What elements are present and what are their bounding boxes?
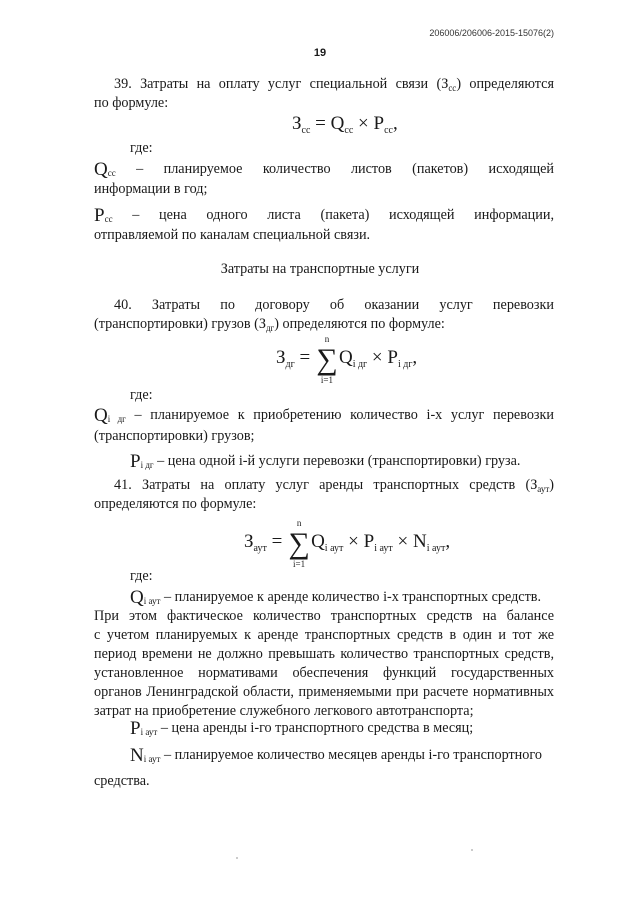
- where-label-3: где:: [130, 568, 153, 584]
- definition-qdg-line2: (транспортировки) грузов;: [94, 428, 255, 444]
- definition-pdg: $P_{i дг}$ – цена одной i-й услуги перевозки (транспортировки) груза.: [130, 451, 521, 472]
- paragraph-40-line2: (транспортировки) грузов $(З_{дг})$ определяются по формуле:: [94, 316, 445, 333]
- scan-speck: [236, 857, 238, 859]
- paragraph-40: 40. Затраты по договору об оказании услуг перевозки: [114, 297, 554, 313]
- definition-qaut-last: затрат на приобретение служебного легкового автотранспорта;: [94, 703, 474, 719]
- definition-naut-line2: средства.: [94, 773, 150, 789]
- definition-naut: $N_{i аут}$ – планируемое количество месяцев аренды i-го транспортного: [130, 745, 542, 766]
- section-heading: Затраты на транспортные услуги: [220, 261, 420, 277]
- definition-qdg: $Q_{i дг}$ – планируемое к приобретению количество i-х услуг перевозки: [94, 405, 555, 426]
- paragraph-41-line2: определяются по формуле:: [94, 496, 257, 512]
- document-id: 206006/206006-2015-15076(2): [429, 28, 554, 38]
- paragraph-41: 41. Затраты на оплату услуг аренды транспортных средств $(З_{аут})$: [114, 477, 555, 494]
- definition-qcc-line2: информации в год;: [94, 181, 208, 197]
- definition-qaut-line3: период времени не должно превышать количество транспортных средств,: [94, 646, 554, 662]
- formula-41: $З_{аут}$ = n ∑ i=1 $Q_{i аут} \times P_{i аут} \times N_{i аут}$,: [244, 518, 451, 569]
- scan-speck: [471, 849, 473, 851]
- definition-qaut-line4: установленное нормативами обеспечения функций государственных: [94, 665, 554, 681]
- page-number: 19: [313, 47, 327, 59]
- formula-40: $З_{дг}$ = n ∑ i=1 $Q_{i дг} \times P_{i дг}$,: [276, 334, 418, 385]
- paragraph-39: 39. Затраты на оплату услуг специальной связи $(З_{сс})$ определяются: [114, 76, 554, 93]
- definition-pcc: $P_{сс}$ – цена одного листа (пакета) исходящей информации,: [94, 205, 555, 226]
- paragraph-39-line2: по формуле:: [94, 95, 169, 111]
- definition-qaut-line2: с учетом планируемых к аренде транспортных средств в один и тот же: [94, 627, 554, 643]
- definition-qaut-line5: органов Ленинградской области, применяемыми при расчете нормативных: [94, 684, 554, 700]
- where-label-2: где:: [130, 387, 153, 403]
- formula-39: $З_{сс} = Q_{сс} \times P_{сс}$,: [292, 113, 398, 136]
- definition-qcc: $Q_{сс}$ – планируемое количество листов (пакетов) исходящей: [94, 159, 555, 180]
- definition-pcc-line2: отправляемой по каналам специальной связи.: [94, 227, 371, 243]
- definition-qaut-line1: При этом фактическое количество транспортных средств на балансе: [94, 608, 554, 624]
- where-label-1: где:: [130, 140, 153, 156]
- definition-paut: $P_{i аут}$ – цена аренды i-го транспортного средства в месяц;: [130, 718, 474, 739]
- definition-qaut: $Q_{i аут}$ – планируемое к аренде количество i-х транспортных средств.: [130, 587, 542, 608]
